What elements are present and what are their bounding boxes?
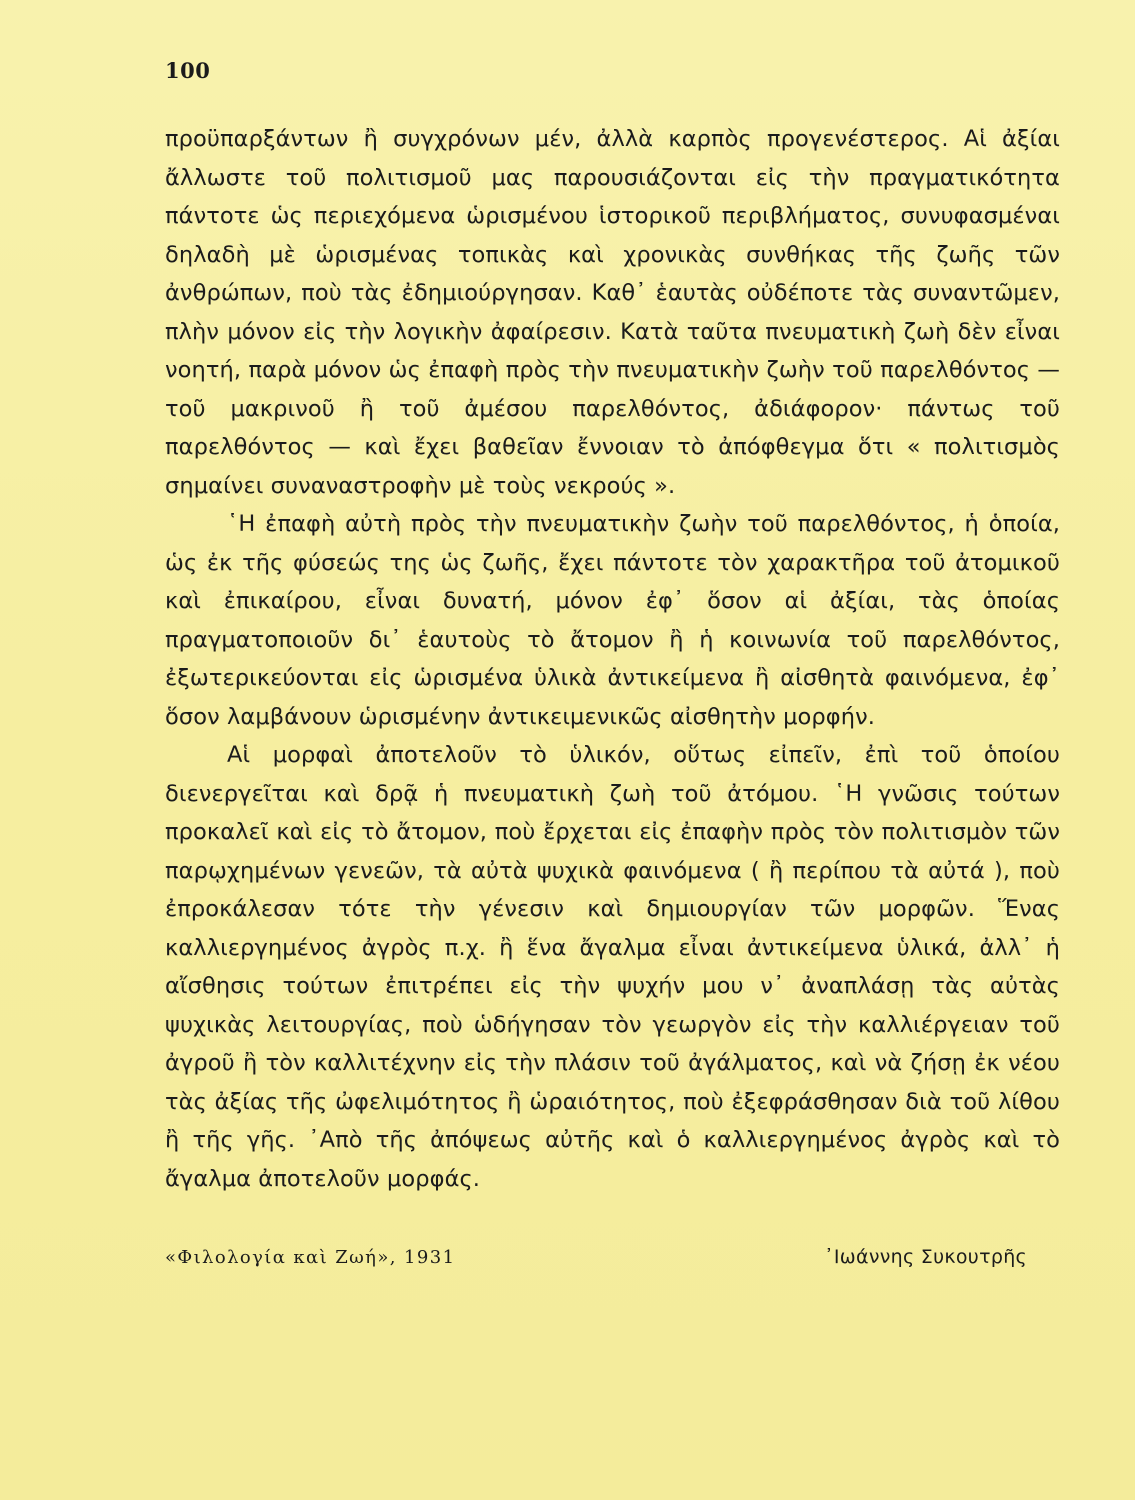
citation-row xyxy=(165,1246,1035,1268)
body-text xyxy=(165,120,1060,1198)
source-citation: «Φιλολογία καὶ Ζωή», 1931 xyxy=(165,1247,456,1268)
author-signature: ᾽Ιωάννης Συκουτρῆς xyxy=(824,1246,1027,1268)
paragraph-2: ῾Η ἐπαφὴ αὐτὴ πρὸς τὴν πνευματικὴν ζωὴν τοῦ παρελθόντος, ἡ ὁποία, ὡς ἐκ τῆς φύσεώς της ὡς ζωῆς, ἔχει πάντοτε τὸν χαρακτῆρα τοῦ ἀτομικοῦ καὶ ἐπικαίρου, εἶναι δυνατή, μόνον ἐφ᾽ ὅσον αἱ ἀξίαι, τὰς ὁποίας πραγματοποιοῦν δι᾽ ἑαυτοὺς τὸ ἄτομον ἢ ἡ κοινωνία τοῦ παρελθόντος, ἐξωτερικεύονται εἰς ὡρισμένα ὑλικὰ ἀντικείμενα ἢ αἰσθητὰ φαινόμενα, ἐφ᾽ ὅσον λαμβάνουν ὡρισμένην ἀντικειμενικῶς αἰσθητὴν μορφήν. xyxy=(165,511,1060,730)
paragraph-3: Αἱ μορφαὶ ἀποτελοῦν τὸ ὑλικόν, οὕτως εἰπεῖν, ἐπὶ τοῦ ὁποίου διενεργεῖται καὶ δρᾷ ἡ πνευματικὴ ζωὴ τοῦ ἀτόμου. ῾Η γνῶσις τούτων προκαλεῖ καὶ εἰς τὸ ἄτομον, ποὺ ἔρχεται εἰς ἐπαφὴν πρὸς τὸν πολιτισμὸν τῶν παρῳχημένων γενεῶν, τὰ αὐτὰ ψυχικὰ φαινόμενα ( ἢ περίπου τὰ αὐτά ), ποὺ ἐπροκάλεσαν τότε τὴν γένεσιν καὶ δημιουργίαν τῶν μορφῶν. Ἕνας καλλιεργημένος ἀγρὸς π.χ. ἢ ἕνα ἄγαλμα εἶναι ἀντικείμενα ὑλικά, ἀλλ᾽ ἡ αἴσθησις τούτων ἐπιτρέπει εἰς τὴν ψυχήν μου ν᾽ ἀναπλάσῃ τὰς αὐτὰς ψυχικὰς λειτουργίας, ποὺ ὡδήγησαν τὸν γεωργὸν εἰς τὴν καλλιέργειαν τοῦ ἀγροῦ ἢ τὸν καλλιτέχνην εἰς τὴν πλάσιν τοῦ ἀγάλματος, καὶ νὰ ζήσῃ ἐκ νέου τὰς ἀξίας τῆς ὠφελιμότητος ἢ ὡραιότητος, ποὺ ἐξεφράσθησαν διὰ τοῦ λίθου ἢ τῆς γῆς. ᾽Απὸ τῆς ἀπόψεως αὐτῆς καὶ ὁ καλλιεργημένος ἀγρὸς καὶ τὸ ἄγαλμα ἀποτελοῦν μορφάς. xyxy=(165,742,1060,1192)
page-number: 100 xyxy=(165,58,211,83)
paragraph-1: προϋπαρξάντων ἢ συγχρόνων μέν, ἀλλὰ καρπὸς προγενέστερος. Αἱ ἀξίαι ἄλλωστε τοῦ πολιτισμοῦ μας παρουσιάζονται εἰς τὴν πραγματικότητα πάντοτε ὡς περιεχόμενα ὡρισμένου ἱστορικοῦ περιβλήματος, συνυφασμέναι δηλαδὴ μὲ ὡρισμένας τοπικὰς καὶ χρονικὰς συνθήκας τῆς ζωῆς τῶν ἀνθρώπων, ποὺ τὰς ἐδημιούργησαν. Καθ᾽ ἑαυτὰς οὐδέποτε τὰς συναντῶμεν, πλὴν μόνον εἰς τὴν λογικὴν ἀφαίρεσιν. Κατὰ ταῦτα πνευματικὴ ζωὴ δὲν εἶναι νοητή, παρὰ μόνον ὡς ἐπαφὴ πρὸς τὴν πνευματικὴν ζωὴν τοῦ παρελθόντος — τοῦ μακρινοῦ ἢ τοῦ ἀμέσου παρελθόντος, ἀδιάφορον· πάντως τοῦ παρελθόντος — καὶ ἔχει βαθεῖαν ἔννοιαν τὸ ἀπόφθεγμα ὅτι « πολιτισμὸς σημαίνει συναναστροφὴν μὲ τοὺς νεκρούς ». xyxy=(165,126,1060,499)
